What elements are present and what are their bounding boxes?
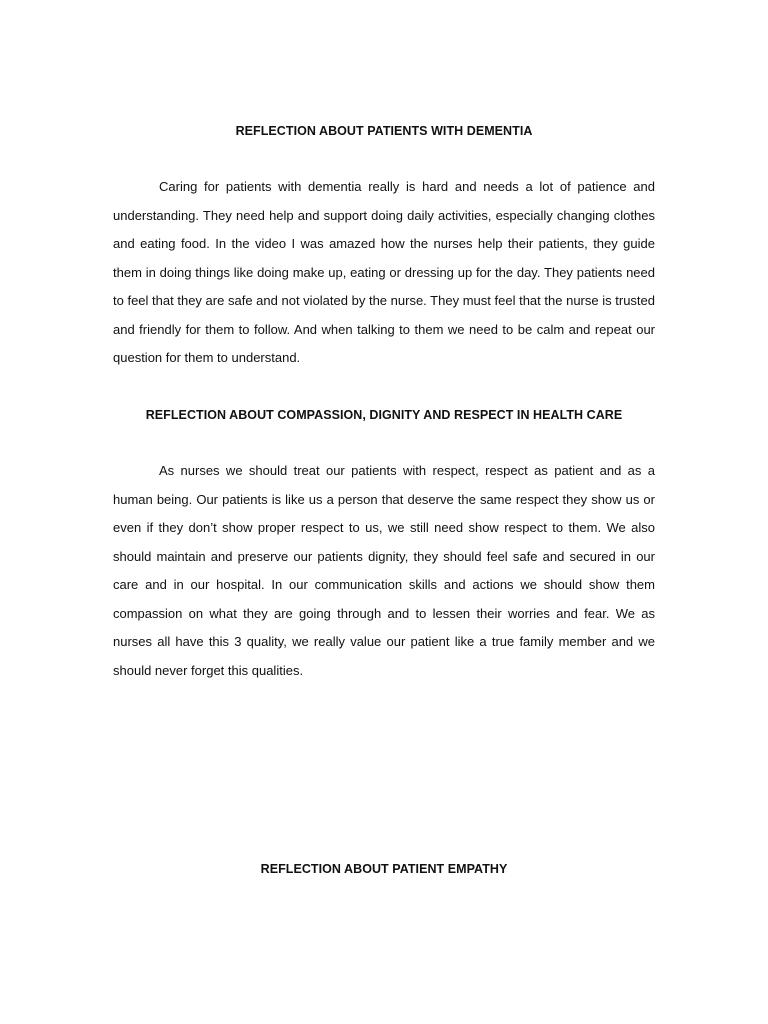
- section-heading-empathy: REFLECTION ABOUT PATIENT EMPATHY: [260, 862, 508, 876]
- section-heading-dementia: REFLECTION ABOUT PATIENTS WITH DEMENTIA: [235, 124, 533, 138]
- section-paragraph-dementia: Caring for patients with dementia really is hard and needs a lot of patience and understanding. They need help and support doing daily activities, especially changing clothes and eating food. In the video I was amazed how the nurses help their patients, they guide them in doing things like doing make up, eating or dressing up for the day. They patients need to feel that they are safe and not violated by the nurse. They must feel that the nurse is trusted and friendly for them to follow. And when talking to them we need to be calm and repeat our question for them to understand.: [113, 179, 655, 365]
- section-heading-compassion: REFLECTION ABOUT COMPASSION, DIGNITY AND RESPECT IN HEALTH CARE: [145, 408, 623, 422]
- section-paragraph-compassion: As nurses we should treat our patients with respect, respect as patient and as a human being. Our patients is like us a person that deserve the same respect they show us or even if they don’t show proper respect to us, we still need show respect to them. We also should maintain and preserve our patients dignity, they should feel safe and secured in our care and in our hospital. In our communication skills and actions we should show them compassion on what they are going through and to lessen their worries and fear. We as nurses all have this 3 quality, we really value our patient like a true family member and we should never forget this qualities.: [113, 463, 655, 678]
